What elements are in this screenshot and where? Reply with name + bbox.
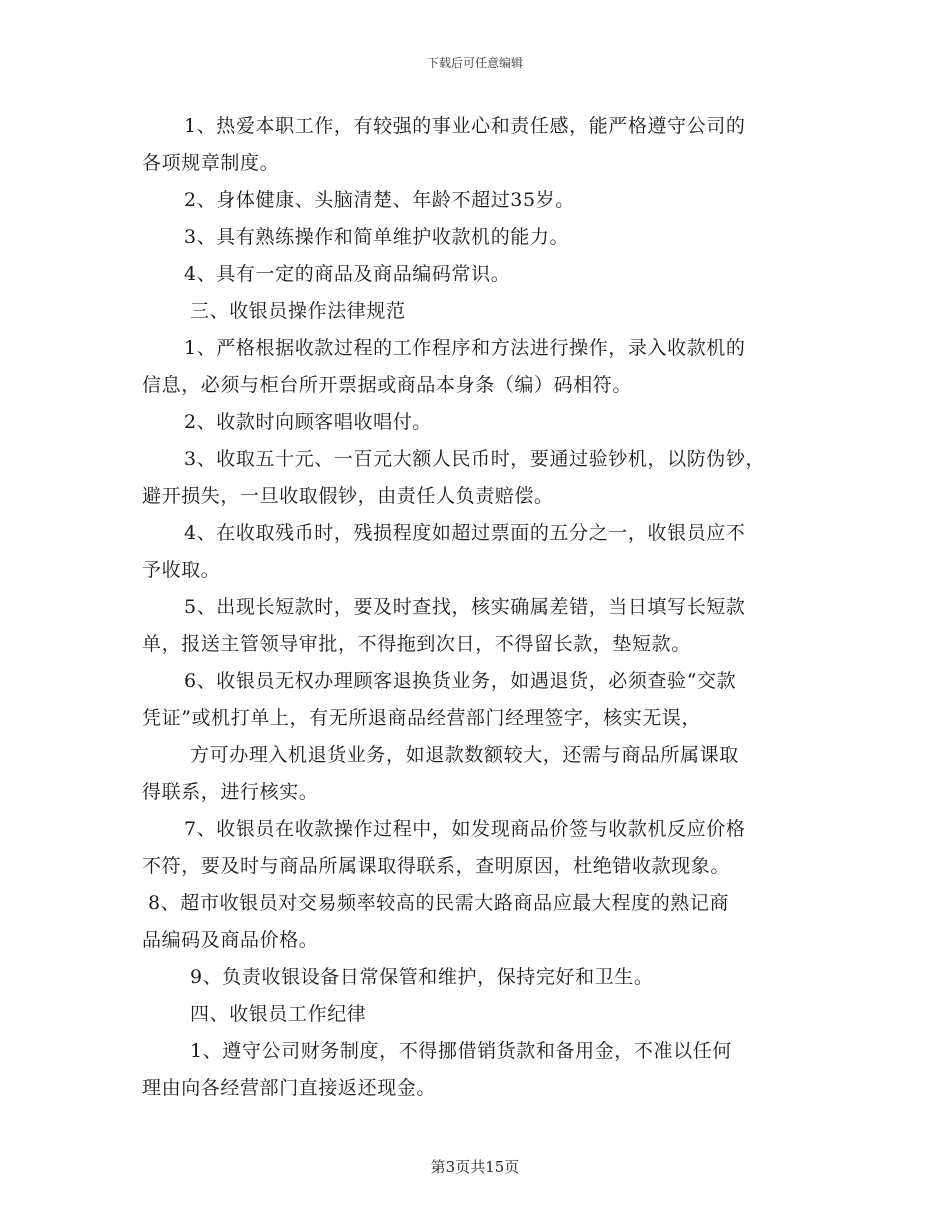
paragraph-line: 7、收银员在收款操作过程中，如发现商品价签与收款机反应价格 xyxy=(184,818,746,840)
paragraph-line: 9、负责收银设备日常保管和维护，保持完好和卫生。 xyxy=(190,966,654,988)
paragraph-line: 避开损失，一旦收取假钞，由责任人负责赔偿。 xyxy=(142,485,554,507)
paragraph-line: 8、超市收银员对交易频率较高的民需大路商品应最大程度的熟记商 xyxy=(148,892,730,914)
paragraph-line: 各项规章制度。 xyxy=(142,152,280,174)
page-footer: 第3页共15页 xyxy=(430,1158,520,1176)
document-body xyxy=(142,108,822,1107)
paragraph-line: 凭证”或机打单上，有无所退商品经营部门经理签字，核实无误， xyxy=(142,707,702,729)
paragraph-line: 5、出现长短款时，要及时查找，核实确属差错，当日填写长短款 xyxy=(184,596,746,618)
paragraph-line: 信息，必须与柜台所开票据或商品本身条（编）码相符。 xyxy=(142,374,633,396)
paragraph-line: 2、收款时向顾客唱收唱付。 xyxy=(184,411,432,433)
paragraph-line: 3、具有熟练操作和简单维护收款机的能力。 xyxy=(184,226,570,248)
paragraph-line: 品编码及商品价格。 xyxy=(142,929,319,951)
paragraph-line: 方可办理入机退货业务，如退款数额较大，还需与商品所属课取 xyxy=(190,744,739,766)
paragraph-line: 3、收取五十元、一百元大额人民币时，要通过验钞机，以防伪钞， xyxy=(184,448,766,470)
section-heading: 三、收银员操作法律规范 xyxy=(190,300,406,322)
paragraph-line: 得联系，进行核实。 xyxy=(142,781,319,803)
paragraph-line: 单，报送主管领导审批，不得拖到次日，不得留长款，垫短款。 xyxy=(142,633,691,655)
paragraph-line: 理由向各经营部门直接返还现金。 xyxy=(142,1077,437,1099)
paragraph-line: 予收取。 xyxy=(142,559,221,581)
paragraph-line: 不符，要及时与商品所属课取得联系，查明原因，杜绝错收款现象。 xyxy=(142,855,731,877)
paragraph-line: 1、热爱本职工作，有较强的事业心和责任感，能严格遵守公司的 xyxy=(184,115,746,137)
paragraph-line: 2、身体健康、头脑清楚、年龄不超过35岁。 xyxy=(184,189,575,211)
paragraph-line: 4、具有一定的商品及商品编码常识。 xyxy=(184,263,511,285)
page-header: 下载后可任意编辑 xyxy=(426,56,523,70)
paragraph-line: 6、收银员无权办理顾客退换货业务，如遇退货，必须查验“交款 xyxy=(184,670,737,692)
section-heading: 四、收银员工作纪律 xyxy=(190,1003,367,1025)
paragraph-line: 1、严格根据收款过程的工作程序和方法进行操作，录入收款机的 xyxy=(184,337,746,359)
paragraph-line: 1、遵守公司财务制度，不得挪借销货款和备用金，不准以任何 xyxy=(190,1040,732,1062)
paragraph-line: 4、在收取残币时，残损程度如超过票面的五分之一，收银员应不 xyxy=(184,522,746,544)
